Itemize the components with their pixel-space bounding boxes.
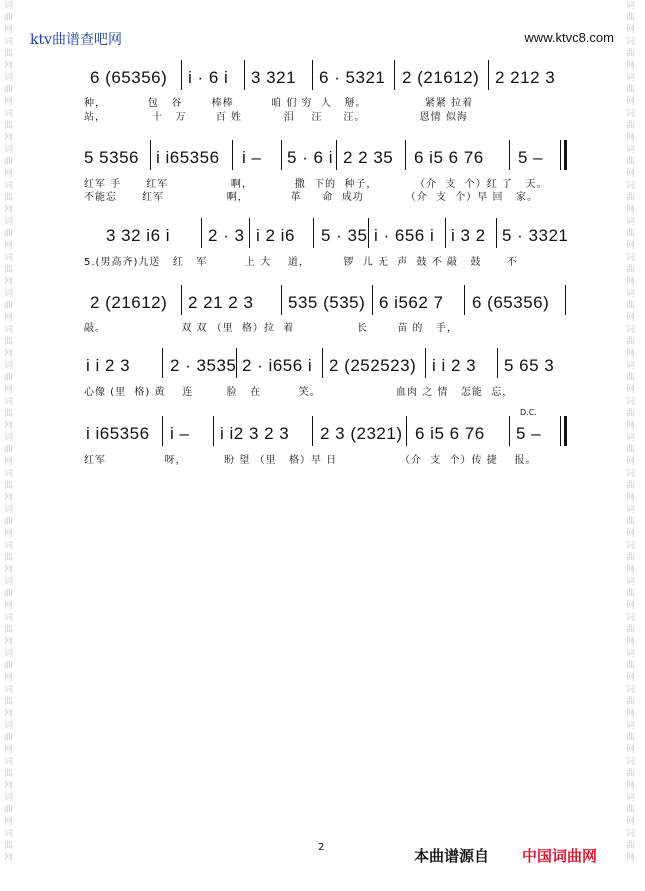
lyric-line-1: 敲。 双 双 （里 格）拉 着 长 苗 的 手， <box>84 323 458 334</box>
watermark-char: 词 <box>4 361 14 371</box>
watermark-char: 网 <box>626 25 636 35</box>
watermark-char: 词 <box>4 685 14 695</box>
watermark-char: 词 <box>4 37 14 47</box>
watermark-char: 网 <box>4 277 14 287</box>
watermark-char: 词 <box>626 397 636 407</box>
lyric-line-2: 不能忘 红军 啊， 革 命 成功 （介 支 个）早 回 家。 <box>84 192 539 203</box>
lyric-line-1: 红军 手 红军 啊， 撒 下的 种子， （介 支 个）红 了 天。 <box>84 179 548 190</box>
watermark-char: 词 <box>626 613 636 623</box>
watermark-char: 曲 <box>626 157 636 167</box>
watermark-char: 词 <box>626 325 636 335</box>
watermark-char: 网 <box>4 241 14 251</box>
watermark-char: 曲 <box>4 49 14 59</box>
watermark-char: 网 <box>4 421 14 431</box>
measure: 5 – <box>516 424 542 443</box>
lyric-line-1: 5.(男高齐)九送 红 军 上 大 道， 锣 儿 无 声 鼓 不 敲 鼓 不 <box>84 257 518 268</box>
watermark-char: 曲 <box>626 301 636 311</box>
watermark-char: 词 <box>4 73 14 83</box>
notation-line <box>84 424 574 450</box>
watermark-char: 曲 <box>626 229 636 239</box>
watermark-char: 曲 <box>626 265 636 275</box>
watermark-char: 网 <box>4 61 14 71</box>
watermark-char: 曲 <box>4 301 14 311</box>
watermark-char: 曲 <box>626 13 636 23</box>
watermark-char: 词 <box>4 505 14 515</box>
watermark-char: 曲 <box>626 85 636 95</box>
notation-line <box>84 356 574 382</box>
measure: i 2 i6 <box>256 226 295 245</box>
measure: 6 i562 7 <box>379 293 444 312</box>
measure: 5 · 3321 <box>502 226 569 245</box>
watermark-char: 词 <box>4 721 14 731</box>
measure: 2 · i656 i <box>242 356 313 375</box>
watermark-char: 词 <box>626 469 636 479</box>
watermark-char: 曲 <box>626 193 636 203</box>
watermark-char: 网 <box>626 313 636 323</box>
watermark-char: 网 <box>4 529 14 539</box>
lyric-line-2: 站， 十 万 百 姓 泪 汪 汪。 恩情 似海 <box>84 112 468 123</box>
watermark-char: 曲 <box>626 121 636 131</box>
watermark-char: 网 <box>626 853 636 863</box>
watermark-char: 网 <box>4 205 14 215</box>
watermark-char: 词 <box>626 145 636 155</box>
watermark-char: 词 <box>626 109 636 119</box>
watermark-char: 词 <box>626 217 636 227</box>
watermark-char: 网 <box>626 169 636 179</box>
measure: i · 6 i <box>188 68 229 87</box>
measure: i i 2 3 <box>86 356 131 375</box>
watermark-char: 词 <box>626 181 636 191</box>
watermark-char: 网 <box>626 493 636 503</box>
watermark-char: 网 <box>626 61 636 71</box>
watermark-char: 词 <box>4 325 14 335</box>
lyric-line-1: 心像 (里 格) 黄 连 脸 在 笑。 血肉 之 情 怎能 忘， <box>84 387 514 398</box>
measure: i i 2 3 <box>432 356 477 375</box>
measure: 6 (65356) <box>472 293 550 312</box>
watermark-char: 网 <box>626 349 636 359</box>
watermark-char: 曲 <box>626 553 636 563</box>
watermark-char: 词 <box>626 37 636 47</box>
watermark-char: 网 <box>4 709 14 719</box>
watermark-char: 网 <box>4 601 14 611</box>
watermark-char: 网 <box>4 565 14 575</box>
site-name-left: ktv曲谱查吧网 <box>30 32 123 48</box>
watermark-char: 词 <box>626 793 636 803</box>
watermark-char: 曲 <box>4 409 14 419</box>
watermark-char: 词 <box>4 541 14 551</box>
watermark-char: 曲 <box>626 373 636 383</box>
measure: 3 32 i6 i <box>106 226 171 245</box>
watermark-char: 网 <box>626 637 636 647</box>
watermark-char: 曲 <box>4 373 14 383</box>
measure: 2 (21612) <box>402 68 480 87</box>
watermark-char: 曲 <box>4 661 14 671</box>
watermark-char: 词 <box>4 649 14 659</box>
notation-line <box>84 148 574 174</box>
measure: 6 i5 6 76 <box>415 424 485 443</box>
measure: 2 21 2 3 <box>188 293 254 312</box>
watermark-char: 曲 <box>4 157 14 167</box>
watermark-char: 网 <box>4 97 14 107</box>
watermark-char: 曲 <box>4 481 14 491</box>
watermark-char: 网 <box>4 493 14 503</box>
lyric-line-1: 红军 呀， 盼 望 （里 格）早 日 （介 支 个）传 捷 报。 <box>84 455 537 466</box>
watermark-char: 曲 <box>4 733 14 743</box>
watermark-char: 网 <box>626 529 636 539</box>
watermark-char: 曲 <box>4 337 14 347</box>
measure: i 3 2 <box>451 226 486 245</box>
watermark-char: 网 <box>626 673 636 683</box>
watermark-char: 词 <box>4 433 14 443</box>
watermark-char: 网 <box>4 349 14 359</box>
watermark-char: 词 <box>626 541 636 551</box>
watermark-char: 网 <box>626 205 636 215</box>
watermark-char: 曲 <box>4 85 14 95</box>
measure: 5 – <box>518 148 544 167</box>
measure: i · 656 i <box>374 226 435 245</box>
measure: 5 · 35 <box>321 226 368 245</box>
watermark-char: 曲 <box>626 841 636 851</box>
watermark-char: 词 <box>4 109 14 119</box>
watermark-char: 网 <box>4 853 14 863</box>
watermark-char: 曲 <box>4 445 14 455</box>
footer-source-site: 中国词曲网 <box>522 847 598 865</box>
measure: 2 212 3 <box>495 68 556 87</box>
measure: 5 5356 <box>84 148 139 167</box>
watermark-char: 网 <box>626 745 636 755</box>
measure: 6 (65356) <box>90 68 168 87</box>
measure: i – <box>242 148 262 167</box>
watermark-char: 曲 <box>626 409 636 419</box>
watermark-char: 网 <box>4 313 14 323</box>
watermark-char: 词 <box>4 469 14 479</box>
measure: 2 3 (2321) <box>320 424 403 443</box>
watermark-char: 曲 <box>626 481 636 491</box>
watermark-char: 词 <box>4 613 14 623</box>
watermark-char: 网 <box>626 601 636 611</box>
watermark-char: 词 <box>4 1 14 11</box>
measure: 3 321 <box>251 68 297 87</box>
watermark-char: 网 <box>4 457 14 467</box>
watermark-char: 曲 <box>626 697 636 707</box>
page-number: 2 <box>318 842 325 853</box>
measure: i – <box>170 424 190 443</box>
watermark-char: 曲 <box>4 517 14 527</box>
watermark-char: 曲 <box>4 805 14 815</box>
watermark-char: 曲 <box>4 841 14 851</box>
watermark-char: 曲 <box>4 589 14 599</box>
watermark-char: 词 <box>626 577 636 587</box>
measure: 5 · 6 i <box>287 148 334 167</box>
watermark-char: 词 <box>626 73 636 83</box>
watermark-char: 词 <box>626 721 636 731</box>
dc-mark: D.C. <box>520 408 537 417</box>
watermark-char: 网 <box>626 781 636 791</box>
watermark-char: 词 <box>4 145 14 155</box>
watermark-char: 网 <box>626 97 636 107</box>
measure: 6 · 5321 <box>319 68 386 87</box>
watermark-char: 曲 <box>626 625 636 635</box>
watermark-char: 曲 <box>626 661 636 671</box>
measure: 2 (252523) <box>329 356 417 375</box>
watermark-char: 曲 <box>4 229 14 239</box>
watermark-char: 网 <box>4 745 14 755</box>
measure: 535 (535) <box>288 293 366 312</box>
measure: 2 · 3535 <box>170 356 237 375</box>
watermark-char: 曲 <box>626 445 636 455</box>
watermark-char: 词 <box>626 505 636 515</box>
watermark-char: 词 <box>4 289 14 299</box>
watermark-char: 曲 <box>4 193 14 203</box>
watermark-char: 词 <box>626 1 636 11</box>
watermark-char: 网 <box>626 817 636 827</box>
watermark-char: 网 <box>4 781 14 791</box>
watermark-char: 网 <box>626 709 636 719</box>
watermark-char: 网 <box>4 817 14 827</box>
measure: 2 · 3 <box>208 226 245 245</box>
watermark-char: 词 <box>4 793 14 803</box>
watermark-char: 曲 <box>626 805 636 815</box>
watermark-char: 词 <box>4 829 14 839</box>
watermark-left <box>4 0 20 891</box>
watermark-char: 网 <box>626 457 636 467</box>
measure: i i65356 <box>86 424 150 443</box>
notation-line <box>84 68 574 94</box>
watermark-char: 网 <box>626 421 636 431</box>
measure: 5 65 3 <box>504 356 555 375</box>
watermark-char: 曲 <box>4 553 14 563</box>
watermark-char: 曲 <box>4 121 14 131</box>
watermark-char: 曲 <box>626 517 636 527</box>
watermark-char: 词 <box>626 361 636 371</box>
watermark-char: 词 <box>626 253 636 263</box>
watermark-char: 曲 <box>626 589 636 599</box>
watermark-char: 曲 <box>4 625 14 635</box>
footer-source-label: 本曲谱源自 <box>414 847 490 865</box>
watermark-char: 网 <box>4 25 14 35</box>
watermark-char: 词 <box>626 685 636 695</box>
watermark-char: 曲 <box>626 337 636 347</box>
watermark-char: 词 <box>626 757 636 767</box>
notation-line <box>84 293 574 319</box>
site-url-right: www.ktvc8.com <box>524 30 614 45</box>
watermark-char: 网 <box>4 133 14 143</box>
watermark-char: 曲 <box>626 733 636 743</box>
watermark-char: 词 <box>626 433 636 443</box>
watermark-char: 网 <box>4 673 14 683</box>
watermark-char: 词 <box>4 253 14 263</box>
watermark-char: 曲 <box>626 49 636 59</box>
watermark-char: 网 <box>4 637 14 647</box>
measure: i i65356 <box>156 148 220 167</box>
watermark-char: 词 <box>4 577 14 587</box>
watermark-right <box>626 0 642 891</box>
watermark-char: 曲 <box>4 769 14 779</box>
watermark-char: 词 <box>626 649 636 659</box>
measure: 2 2 35 <box>343 148 394 167</box>
watermark-char: 词 <box>626 289 636 299</box>
watermark-char: 网 <box>626 385 636 395</box>
watermark-char: 网 <box>4 169 14 179</box>
watermark-char: 词 <box>4 181 14 191</box>
watermark-char: 曲 <box>4 697 14 707</box>
watermark-char: 网 <box>4 385 14 395</box>
watermark-char: 曲 <box>626 769 636 779</box>
watermark-char: 词 <box>4 217 14 227</box>
lyric-line-1: 种， 包 谷 棒棒 咱 们 穷 人 掰。 紧紧 拉着 <box>84 98 474 109</box>
measure: 6 i5 6 76 <box>414 148 484 167</box>
watermark-char: 网 <box>626 277 636 287</box>
watermark-char: 网 <box>626 565 636 575</box>
watermark-char: 词 <box>4 757 14 767</box>
watermark-char: 曲 <box>4 265 14 275</box>
measure: 2 (21612) <box>90 293 168 312</box>
watermark-char: 词 <box>626 829 636 839</box>
watermark-char: 网 <box>626 133 636 143</box>
watermark-char: 网 <box>626 241 636 251</box>
measure: i i2 3 2 3 <box>220 424 290 443</box>
notation-line <box>84 226 574 252</box>
watermark-char: 曲 <box>4 13 14 23</box>
watermark-char: 词 <box>4 397 14 407</box>
